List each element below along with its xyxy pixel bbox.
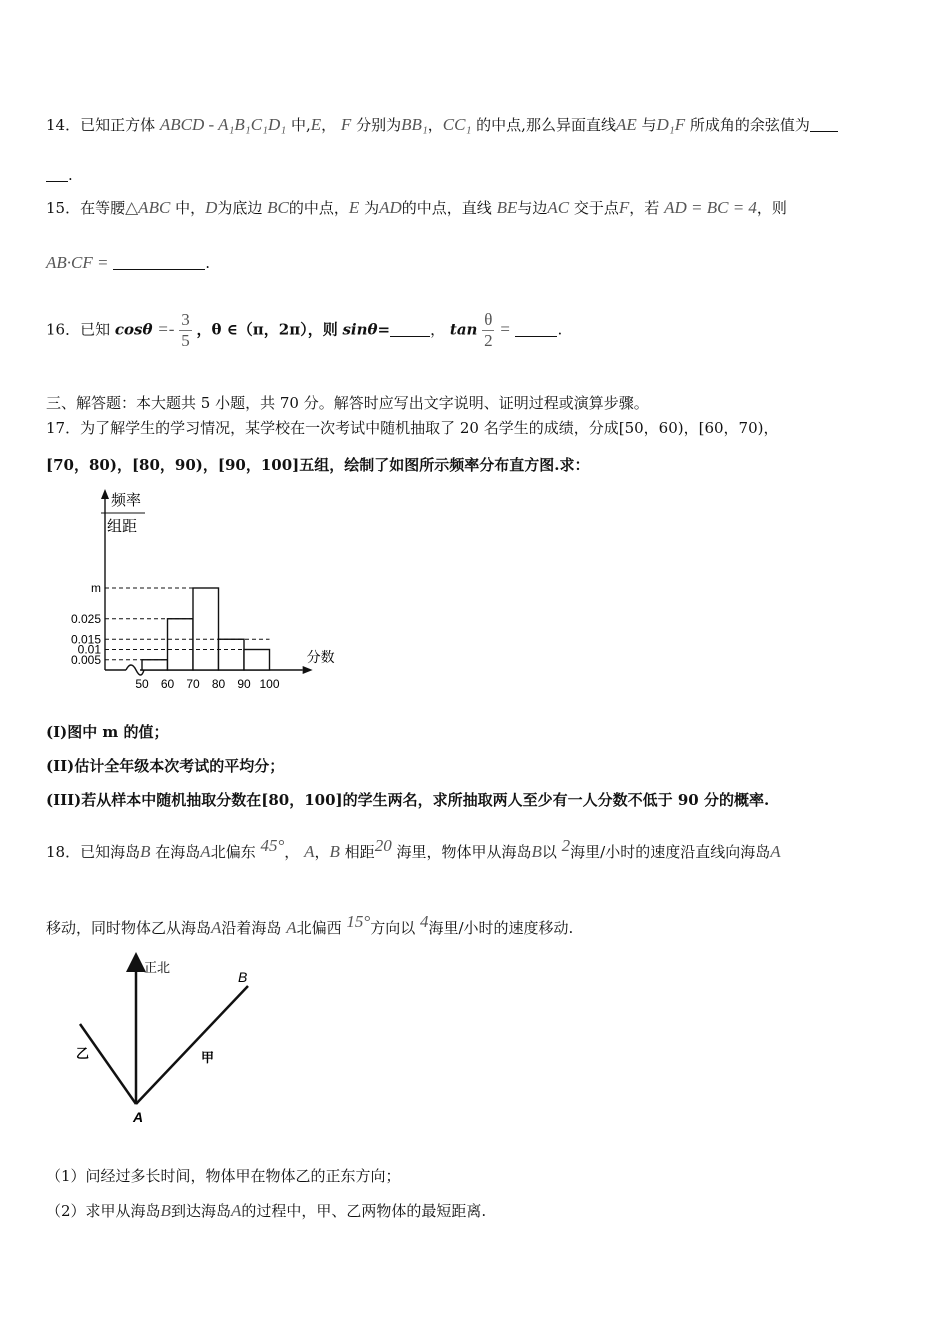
question-15: 15．在等腰△ABC 中，D为底边 BC的中点，E 为AD的中点，直线 BE与边AC 交于点F，若 AD = BC = 4，则 <box>46 198 787 217</box>
path-yi <box>80 1024 136 1104</box>
x-axis-label: 分数 <box>306 649 335 665</box>
histogram-bar <box>244 650 270 671</box>
x-tick-label: 100 <box>259 677 280 691</box>
y-axis-arrow <box>101 489 109 499</box>
q18-part2: （2）求甲从海岛B到达海岛A的过程中，甲、乙两物体的最短距离. <box>46 1201 487 1220</box>
y-tick-label: 0.01 <box>77 642 101 657</box>
q18-part1: （1）问经过多长时间，物体甲在物体乙的正东方向； <box>46 1167 401 1185</box>
question-17-line1: 17．为了解学生的学习情况，某学校在一次考试中随机抽取了 20 名学生的成绩，分成[50，60)，[60，70)， <box>46 419 779 437</box>
answer-blank-16a <box>390 322 430 337</box>
point-A-label: A <box>133 1109 144 1125</box>
path-to-B <box>136 986 248 1104</box>
x-tick-label: 80 <box>211 677 226 691</box>
question-17-line2: [70，80)，[80，90)，[90，100]五组，绘制了如图所示频率分布直方图.求： <box>46 456 590 474</box>
point-B-label: B <box>238 969 248 985</box>
y-label-top: 频率 <box>111 492 142 509</box>
y-label-bottom: 组距 <box>107 518 138 535</box>
y-tick-label: 0.015 <box>70 632 101 647</box>
fraction-theta-2: $\frac{\theta}{2}$ <box>484 310 493 350</box>
frequency-histogram <box>50 485 335 700</box>
answer-blank-15 <box>113 255 205 270</box>
q17-part1: (I)图中 m 的值； <box>46 723 169 741</box>
navigation-diagram <box>68 952 268 1132</box>
x-tick-label: 50 <box>135 677 149 691</box>
north-label: 正北 <box>144 960 171 975</box>
x-tick-label: 70 <box>186 677 200 691</box>
answer-blank-16b <box>515 322 557 337</box>
yi-label: 乙 <box>76 1046 90 1061</box>
jia-label: 甲 <box>201 1050 215 1065</box>
y-tick-label: m <box>91 581 101 595</box>
question-16: 16．已知 cosθ =- $\frac{3}{5}$ ，θ ∈（π，2π），则 sinθ= ， tan $\frac{\theta}{2}$ = . <box>46 310 563 350</box>
fraction-3-5: $\frac{3}{5}$ <box>181 310 190 350</box>
x-tick-label: 90 <box>237 677 251 691</box>
histogram-bar <box>142 660 168 670</box>
y-tick-label: 0.005 <box>70 652 101 667</box>
q17-part2: (II)估计全年级本次考试的平均分； <box>46 757 285 775</box>
question-18-line2: 移动，同时物体乙从海岛A沿着海岛 A北偏西 15°方向以 4海里/小时的速度移动. <box>46 912 574 937</box>
question-18-line1: 18．已知海岛B 在海岛A北偏东 45°， A，B 相距20 海里，物体甲从海岛B以 2海里/小时的速度沿直线向海岛A <box>46 836 781 861</box>
histogram-bar <box>168 619 194 670</box>
dot-product-expr: AB·CF = <box>46 253 109 272</box>
question-14: 14．已知正方体 ABCD - A₁B₁C₁D₁ 中,E， F 分别为BB₁，CC₁ 的中点,那么异面直线AE 与D₁F 所成角的余弦值为 <box>46 115 838 135</box>
q17-part3: (III)若从样本中随机抽取分数在[80，100]的学生两名，求所抽取两人至少有一人分数不低于 90 分的概率. <box>46 791 770 809</box>
answer-blank-14-cont <box>46 167 68 182</box>
answer-blank-14 <box>810 117 838 132</box>
y-tick-label: 0.025 <box>70 611 101 626</box>
x-tick-label: 60 <box>160 677 175 691</box>
cube-expr: ABCD - A₁B₁C₁D₁ <box>159 115 287 134</box>
section-3-heading: 三、解答题：本大题共 5 小题，共 70 分。解答时应写出文字说明、证明过程或演算步骤。 <box>46 394 649 412</box>
x-axis-arrow <box>303 666 313 674</box>
histogram-bar <box>193 588 219 670</box>
histogram-bar <box>219 639 245 670</box>
